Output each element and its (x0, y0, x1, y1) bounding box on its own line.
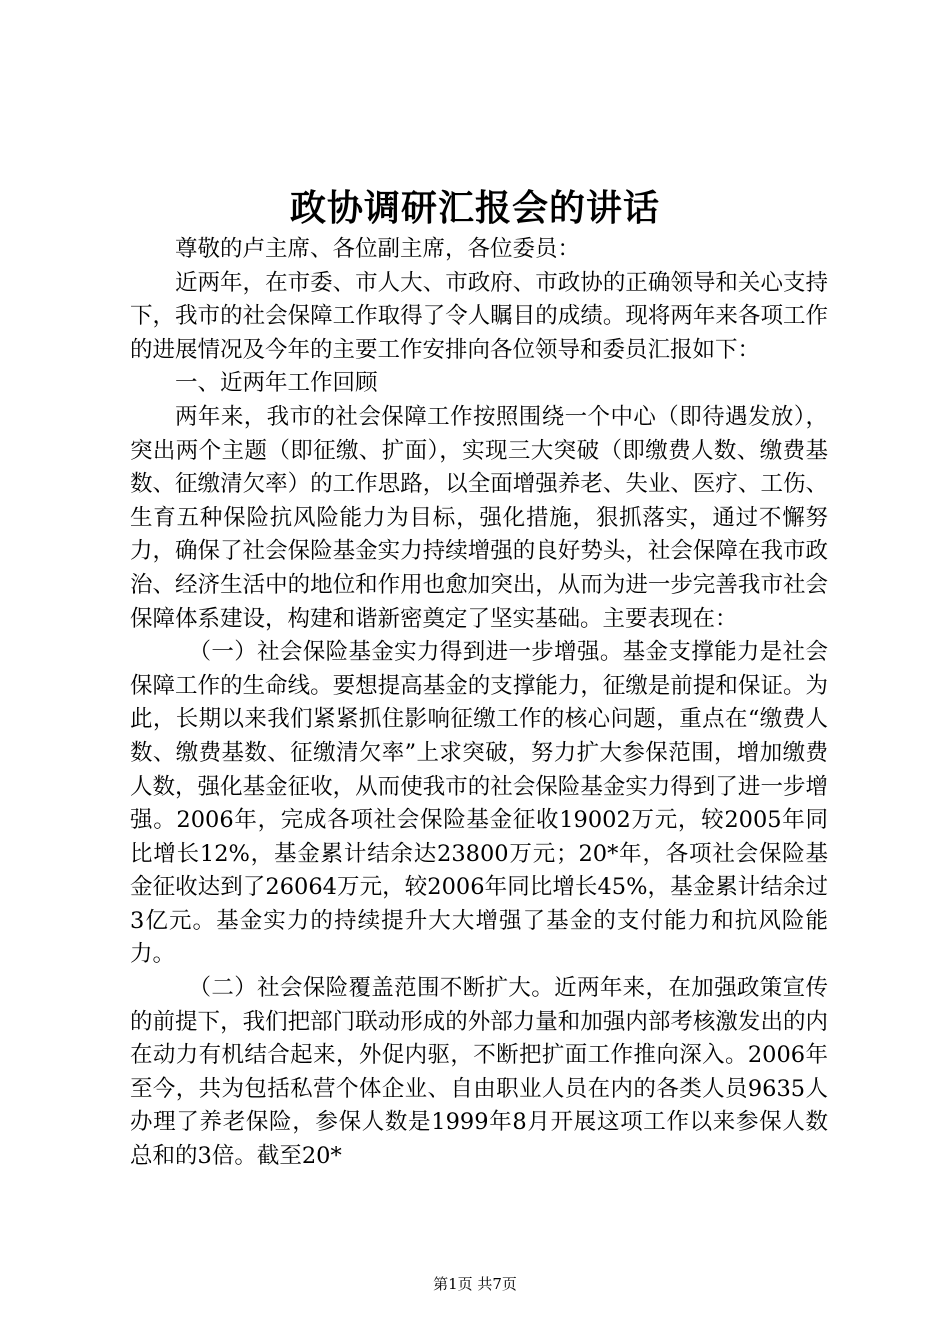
page-footer: 第1页 共7页 (433, 1275, 517, 1293)
document-title: 政协调研汇报会的讲话 (289, 187, 660, 229)
salutation-paragraph: 尊敬的卢主席、各位副主席，各位委员： (175, 236, 581, 262)
review-paragraph: 两年来，我市的社会保障工作按照围绕一个中心（即待遇发放），突出两个主题（即征缴、扩面），实现三大突破（即缴费人数、缴费基数、征缴清欠率）的工作思路，以全面增强养老、失业、医疗、工伤、生育五种保险抗风险能力为目标，强化措施，狠抓落实，通过不懈努力，确保了社会保险基金实力持续增强的良好势头，社会保障在我市政治、经济生活中的地位和作用也愈加突出，从而为进一步完善我市社会保障体系建设，构建和谐新密奠定了坚实基础。主要表现在： (130, 403, 828, 632)
fund-strength-paragraph: （一）社会保险基金实力得到进一步增强。基金支撑能力是社会保障工作的生命线。要想提高基金的支撑能力，征缴是前提和保证。为此，长期以来我们紧紧抓住影响征缴工作的核心问题，重点在“缴费人数、缴费基数、征缴清欠率”上求突破，努力扩大参保范围，增加缴费人数，强化基金征收，从而使我市的社会保险基金实力得到了进一步增强。2006年，完成各项社会保险基金征收19002万元，较2005年同比增长12%，基金累计结余达23800万元；20*年，各项社会保险基金征收达到了26064万元，较2006年同比增长45%，基金累计结余过3亿元。基金实力的持续提升大大增强了基金的支付能力和抗风险能力。 (130, 639, 828, 968)
section-heading: 一、近两年工作回顾 (175, 370, 378, 397)
intro-paragraph: 近两年，在市委、市人大、市政府、市政协的正确领导和关心支持下，我市的社会保障工作取得了令人瞩目的成绩。现将两年来各项工作的进展情况及今年的主要工作安排向各位领导和委员汇报如下： (130, 269, 828, 363)
coverage-paragraph: （二）社会保险覆盖范围不断扩大。近两年来，在加强政策宣传的前提下，我们把部门联动形成的外部力量和加强内部考核激发出的内在动力有机结合起来，外促内驱，不断把扩面工作推向深入。2006年至今，共为包括私营个体企业、自由职业人员在内的各类人员9635人办理了养老保险，参保人数是1999年8月开展这项工作以来参保人数总和的3倍。截至20* (130, 975, 828, 1170)
document-body (130, 233, 828, 1174)
